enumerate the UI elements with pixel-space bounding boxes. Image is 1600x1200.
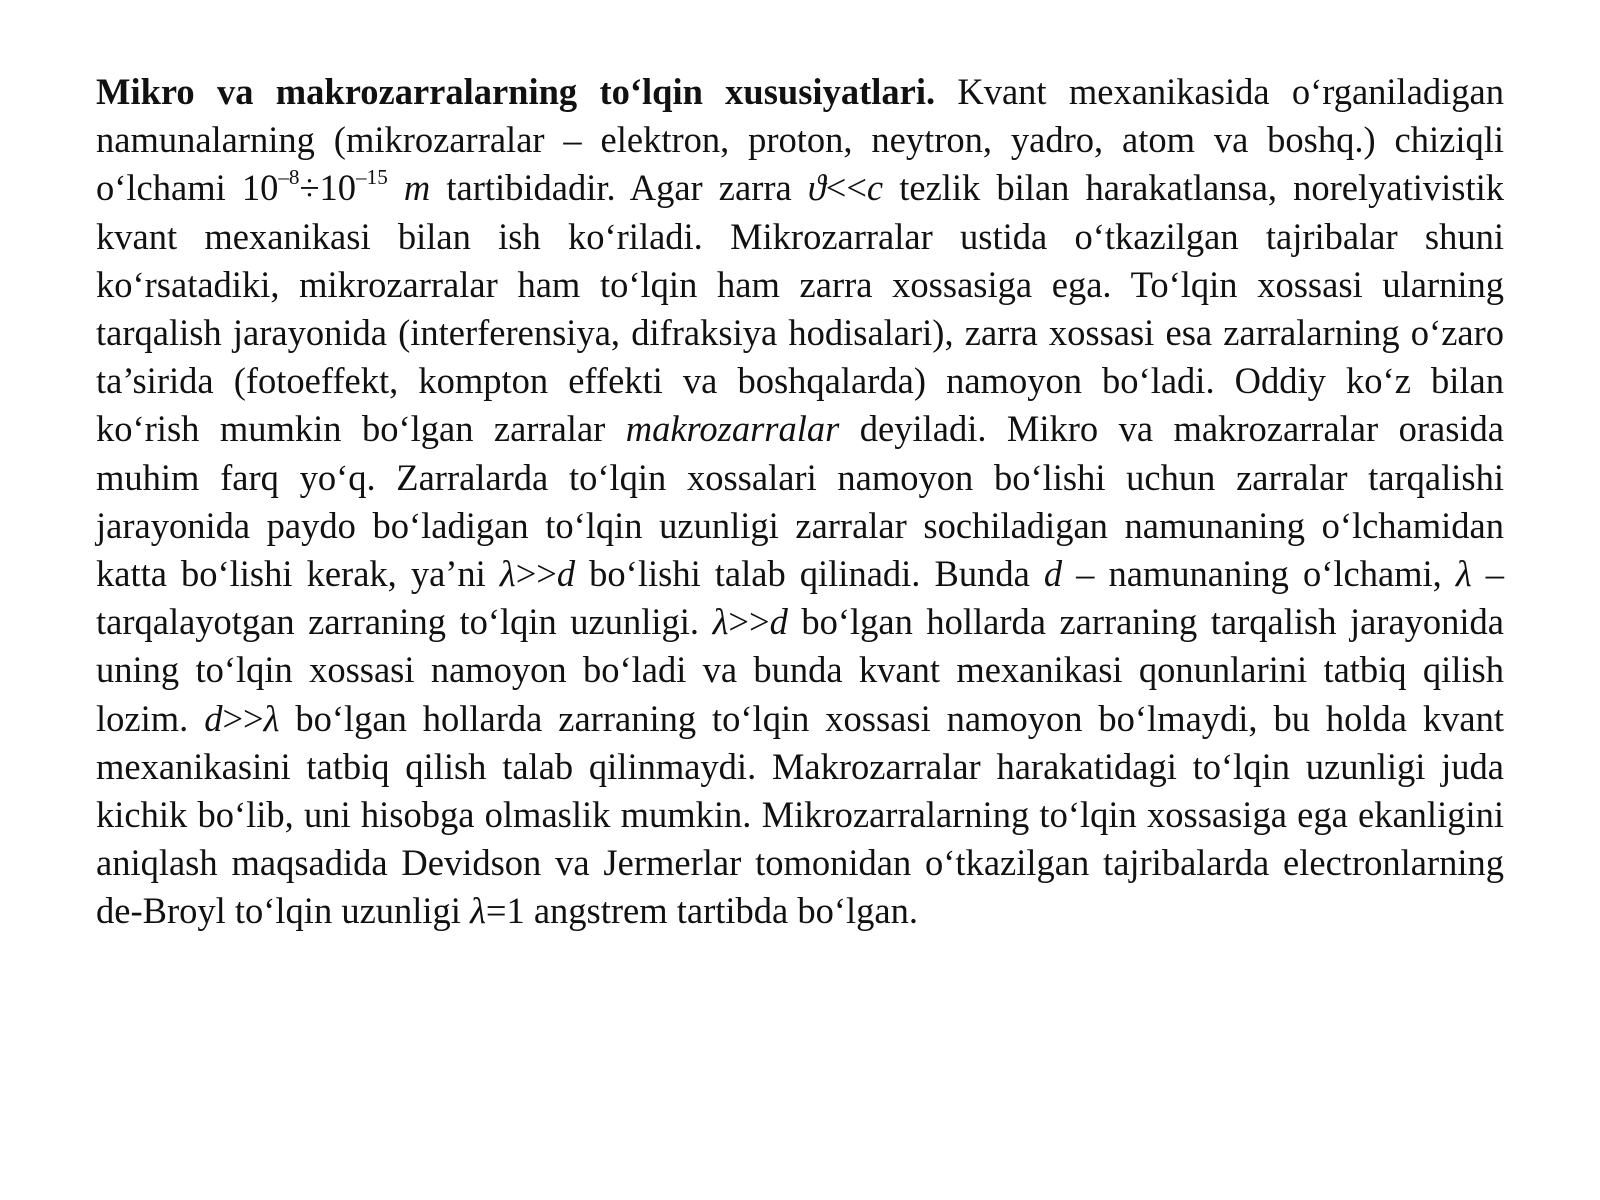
much-greater-sign: >> [728, 601, 770, 643]
exponent: –8 [278, 165, 300, 190]
lambda-symbol: λ [1455, 553, 1472, 595]
lambda-symbol: λ [470, 890, 486, 932]
velocity-symbol: ϑ [807, 167, 826, 209]
text-segment: tartibidadir. Agar zarra [430, 167, 808, 209]
text-segment: bo‘lgan hollarda zarraning to‘lqin xossasi namoyon bo‘lmaydi, bu holda kvant mexanikasini tatbiq qilish talab qilinmaydi. Makrozarralar harakatidagi to‘lqin uzunligi juda kichik bo‘lib, uni hisobga olmaslik mumkin. Mikrozarralarning to‘lqin xossasiga ega ekanligini aniqlash maqsadida Devidson va Jermerlar tomonidan o‘tkazilgan tajribalarda electronlarning de-Broyl to‘lqin uzunligi [96, 697, 1505, 932]
d-symbol: d [204, 697, 223, 739]
speed-of-light-symbol: c [866, 167, 884, 209]
text-segment: angstrem tartibda bo‘lgan. [524, 890, 919, 932]
document-page [96, 68, 1504, 936]
lambda-symbol: λ [499, 553, 516, 595]
lambda-symbol: λ [712, 601, 729, 643]
text-segment: deyiladi. Mikro va makrozarralar orasida muhim farq yo‘q. Zarralarda to‘lqin xossalari namoyon bo‘lishi uchun zarralar tarqalishi jarayonida paydo bo‘ladigan to‘lqin uzunligi zarralar sochiladigan namunaning o‘lchamidan katta bo‘lishi kerak, ya’ni [96, 408, 1504, 595]
exponent-base: 10 [319, 167, 357, 209]
division-sign: ÷ [299, 167, 320, 209]
italic-term: makrozarralar [625, 408, 840, 450]
lambda-symbol: λ [263, 697, 280, 739]
equals-value: =1 [485, 890, 525, 932]
text-segment: – namunaning o‘lchami, [1062, 553, 1456, 595]
text-segment: tezlik bilan harakatlansa, norelyativistik kvant mexanikasi bilan ish ko‘riladi. Mikrozarralar ustida o‘tkazilgan tajribalar shuni ko‘rsatadiki, mikrozarralar ham to‘lqin ham zarra xossasiga ega. To‘lqin xossasi ularning tarqalish jarayonida (interferensiya, difraksiya hodisalari), zarra xossasi esa zarralarning o‘zaro ta’sirida (fotoeffekt, kompton effekti va boshqalarda) namoyon bo‘ladi. Oddiy ko‘z bilan ko‘rish mumkin bo‘lgan zarralar [96, 167, 1504, 450]
much-greater-sign: >> [515, 553, 557, 595]
d-symbol: d [769, 601, 788, 643]
exponent-base: 10 [241, 167, 279, 209]
d-symbol: d [1043, 553, 1063, 595]
much-less-sign: << [825, 167, 867, 209]
d-symbol: d [556, 553, 576, 595]
unit-meter: m [403, 167, 431, 209]
body-paragraph [96, 68, 1504, 936]
exponent: –15 [356, 165, 388, 190]
text-segment: – tarqalayotgan zarraning to‘lqin uzunligi. [96, 553, 1504, 643]
much-greater-sign: >> [222, 697, 264, 739]
section-title: Mikro va makrozarralarning to‘lqin xususiyatlari. [96, 71, 936, 112]
text-segment: Kvant mexanikasida o‘rganiladigan namunalarning (mikrozarralar – elektron, proton, neytron, yadro, atom va boshq.) chiziqli o‘lchami [96, 71, 1504, 209]
text-segment: bo‘lishi talab qilinadi. Bunda [575, 553, 1044, 595]
space [388, 167, 404, 208]
text-segment: bo‘lgan hollarda zarraning tarqalish jarayonida uning to‘lqin xossasi namoyon bo‘ladi va bunda kvant mexanikasi qonunlarini tatbiq qilish lozim. [96, 601, 1504, 739]
